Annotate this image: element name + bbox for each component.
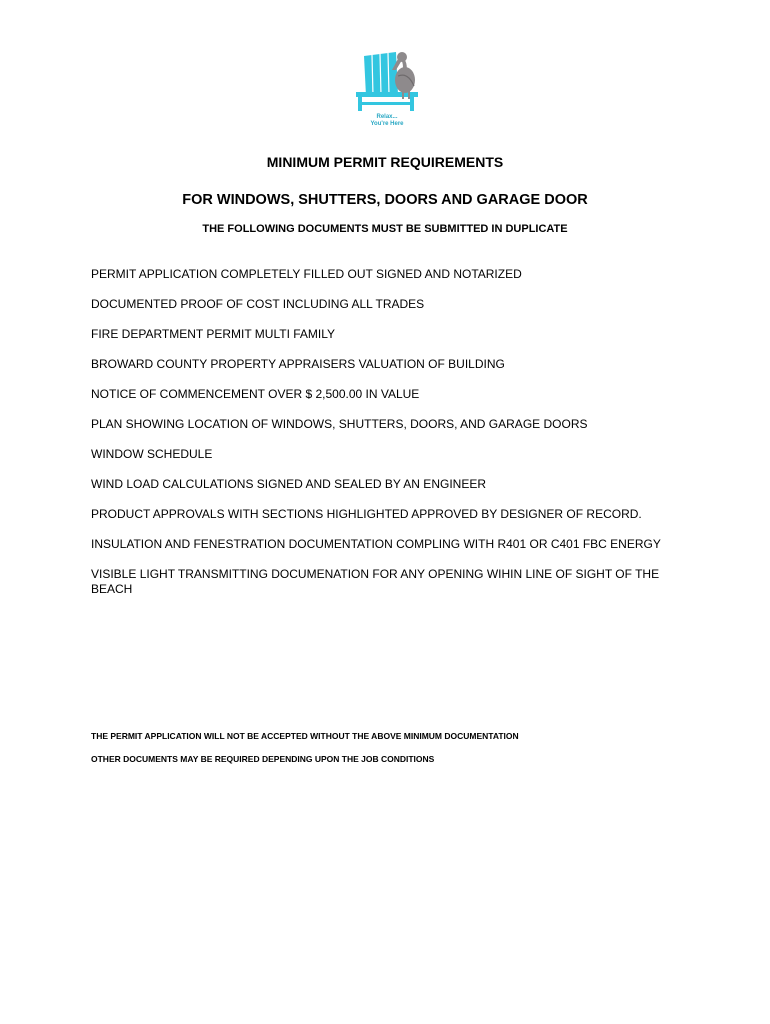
document-title: MINIMUM PERMIT REQUIREMENTS bbox=[266, 154, 504, 170]
adirondack-chair-pelican-icon bbox=[352, 42, 422, 114]
requirement-item: NOTICE OF COMMENCEMENT OVER $ 2,500.00 IN VALUE bbox=[91, 387, 420, 401]
requirement-item: INSULATION AND FENESTRATION DOCUMENTATION COMPLING WITH R401 OR C401 FBC ENERGY bbox=[91, 537, 661, 551]
submission-instruction: THE FOLLOWING DOCUMENTS MUST BE SUBMITTED IN DUPLICATE bbox=[202, 223, 568, 235]
requirement-item: PLAN SHOWING LOCATION OF WINDOWS, SHUTTERS, DOORS, AND GARAGE DOORS bbox=[91, 417, 588, 431]
logo bbox=[352, 42, 422, 134]
requirement-item: WIND LOAD CALCULATIONS SIGNED AND SEALED BY AN ENGINEER bbox=[91, 477, 486, 491]
acceptance-note: THE PERMIT APPLICATION WILL NOT BE ACCEPTED WITHOUT THE ABOVE MINIMUM DOCUMENTATION bbox=[91, 731, 519, 741]
logo-tagline-line2: You're Here bbox=[370, 121, 404, 127]
requirement-item: DOCUMENTED PROOF OF COST INCLUDING ALL TRADES bbox=[91, 297, 425, 311]
requirement-item: VISIBLE LIGHT TRANSMITTING DOCUMENATION FOR ANY OPENING WIHIN LINE OF SIGHT OF THE BEACH bbox=[91, 567, 660, 596]
requirement-item: WINDOW SCHEDULE bbox=[91, 447, 213, 461]
document-subtitle: FOR WINDOWS, SHUTTERS, DOORS AND GARAGE DOOR bbox=[182, 192, 588, 208]
requirement-item: BROWARD COUNTY PROPERTY APPRAISERS VALUATION OF BUILDING bbox=[91, 357, 505, 371]
additional-documents-note: OTHER DOCUMENTS MAY BE REQUIRED DEPENDING UPON THE JOB CONDITIONS bbox=[91, 754, 435, 764]
requirement-item: PRODUCT APPROVALS WITH SECTIONS HIGHLIGHTED APPROVED BY DESIGNER OF RECORD. bbox=[91, 507, 642, 521]
requirements-list bbox=[91, 267, 691, 612]
logo-tagline-line1: Relax... bbox=[376, 114, 398, 120]
requirement-item: PERMIT APPLICATION COMPLETELY FILLED OUT SIGNED AND NOTARIZED bbox=[91, 267, 522, 281]
requirement-item: FIRE DEPARTMENT PERMIT MULTI FAMILY bbox=[91, 327, 336, 341]
